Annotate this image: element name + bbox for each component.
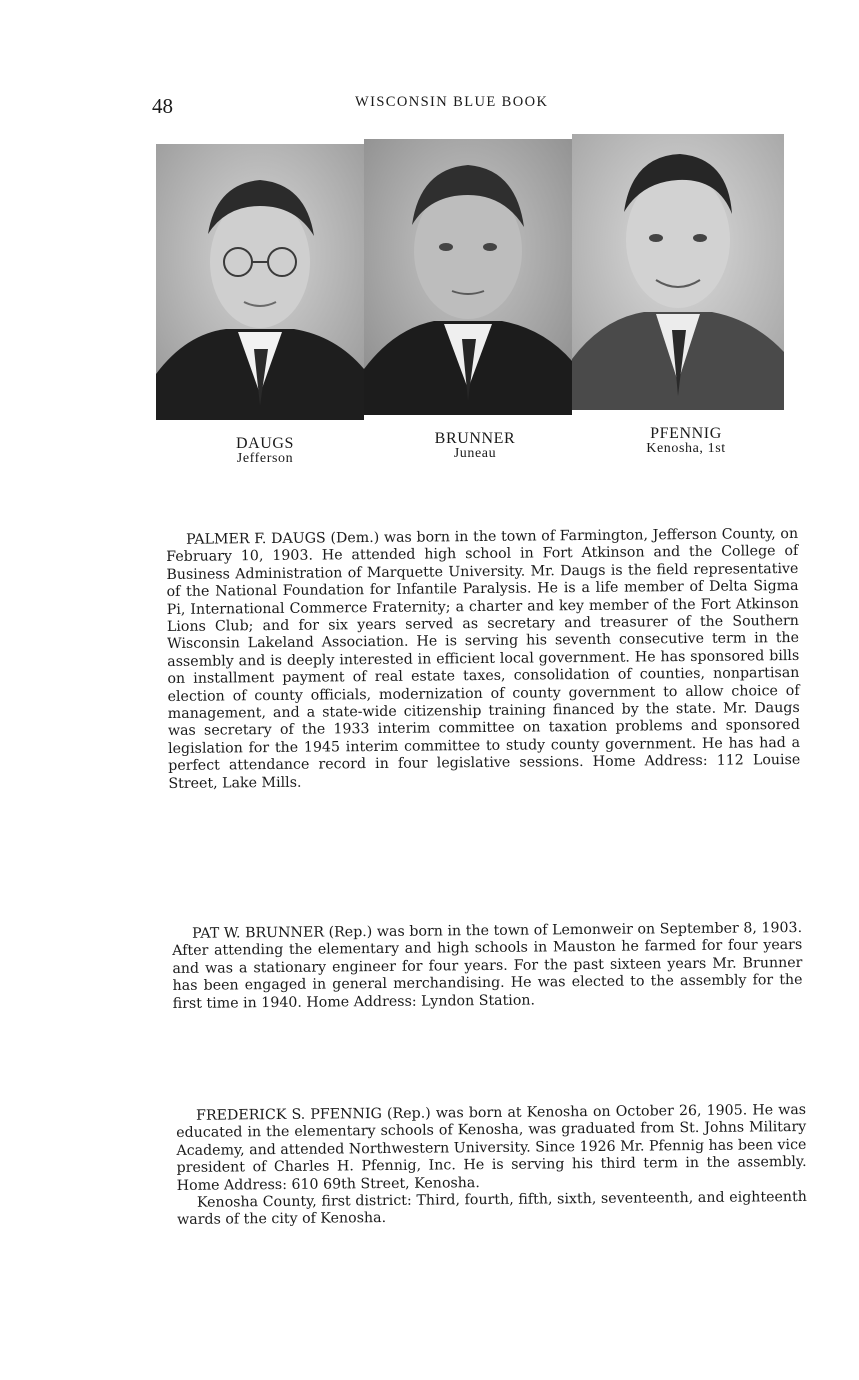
- district-description: Kenosha County, first district: Third, fourth, fifth, sixth, seventeenth, and eighteenth wards of the city of Kenosha.: [177, 1188, 807, 1229]
- caption-name: DAUGS: [235, 435, 295, 452]
- biography-daugs: [166, 526, 800, 793]
- caption-name: BRUNNER: [434, 430, 516, 447]
- portrait-photo-pfennig: [572, 134, 784, 410]
- page-number: 48: [152, 94, 173, 118]
- biography-pfennig: [176, 1102, 807, 1230]
- biography-brunner: [172, 920, 803, 1013]
- biography-paragraph: FREDERICK S. PFENNIG (Rep.) was born at Kenosha on October 26, 1905. He was educated in the elementary schools of Kenosha, was graduated from St. Johns Military Academy, and attended Northwestern University. Since 1926 Mr. Pfennig has been vice president of Charles H. Pfennig, Inc. He is serving his third term in the assembly. Home Address: 610 69th Street, Kenosha.: [176, 1101, 807, 1194]
- caption-daugs: [165, 436, 365, 466]
- caption-district: Kenosha, 1st: [646, 441, 726, 456]
- caption-pfennig: [586, 426, 786, 456]
- caption-district: Juneau: [453, 446, 497, 461]
- biography-paragraph: PALMER F. DAUGS (Dem.) was born in the town of Farmington, Jefferson County, on February 10, 1903. He attended high school in Fort Atkinson and the College of Business Administration of Marquette University. Mr. Daugs is the field representative of the National Foundation for Infantile Paralysis. He is a life member of Delta Sigma Pi, International Commerce Fraternity; a charter and key member of the Fort Atkinson Lions Club; and for six years served as secretary and treasurer of the Southern Wisconsin Lakeland Association. He is serving his seventh consecutive term in the assembly and is deeply interested in efficient local government. He has sponsored bills on installment payment of real estate taxes, consolidation of counties, nonpartisan election of county officials, modernization of county government to allow choice of management, and a state-wide citizenship training financed by the state. Mr. Daugs was secretary of the 1933 interim committee on taxation problems and sponsored legislation for the 1945 interim committee to study county government. He has had a perfect attendance record in four legislative sessions. Home Address: 112 Louise Street, Lake Mills.: [166, 525, 801, 792]
- running-title: WISCONSIN BLUE BOOK: [355, 94, 549, 110]
- caption-name: PFENNIG: [650, 425, 722, 442]
- caption-district: Jefferson: [236, 451, 294, 466]
- biography-paragraph: PAT W. BRUNNER (Rep.) was born in the town of Lemonweir on September 8, 1903. After attending the elementary and high schools in Mauston he farmed for four years and was a stationary engineer for four years. For the past sixteen years Mr. Brunner has been engaged in general merchandising. He was elected to the assembly for the first time in 1940. Home Address: Lyndon Station.: [172, 919, 803, 1012]
- portrait-photo-brunner: [364, 139, 572, 415]
- portrait-photo-daugs: [156, 144, 364, 420]
- caption-brunner: [375, 431, 575, 461]
